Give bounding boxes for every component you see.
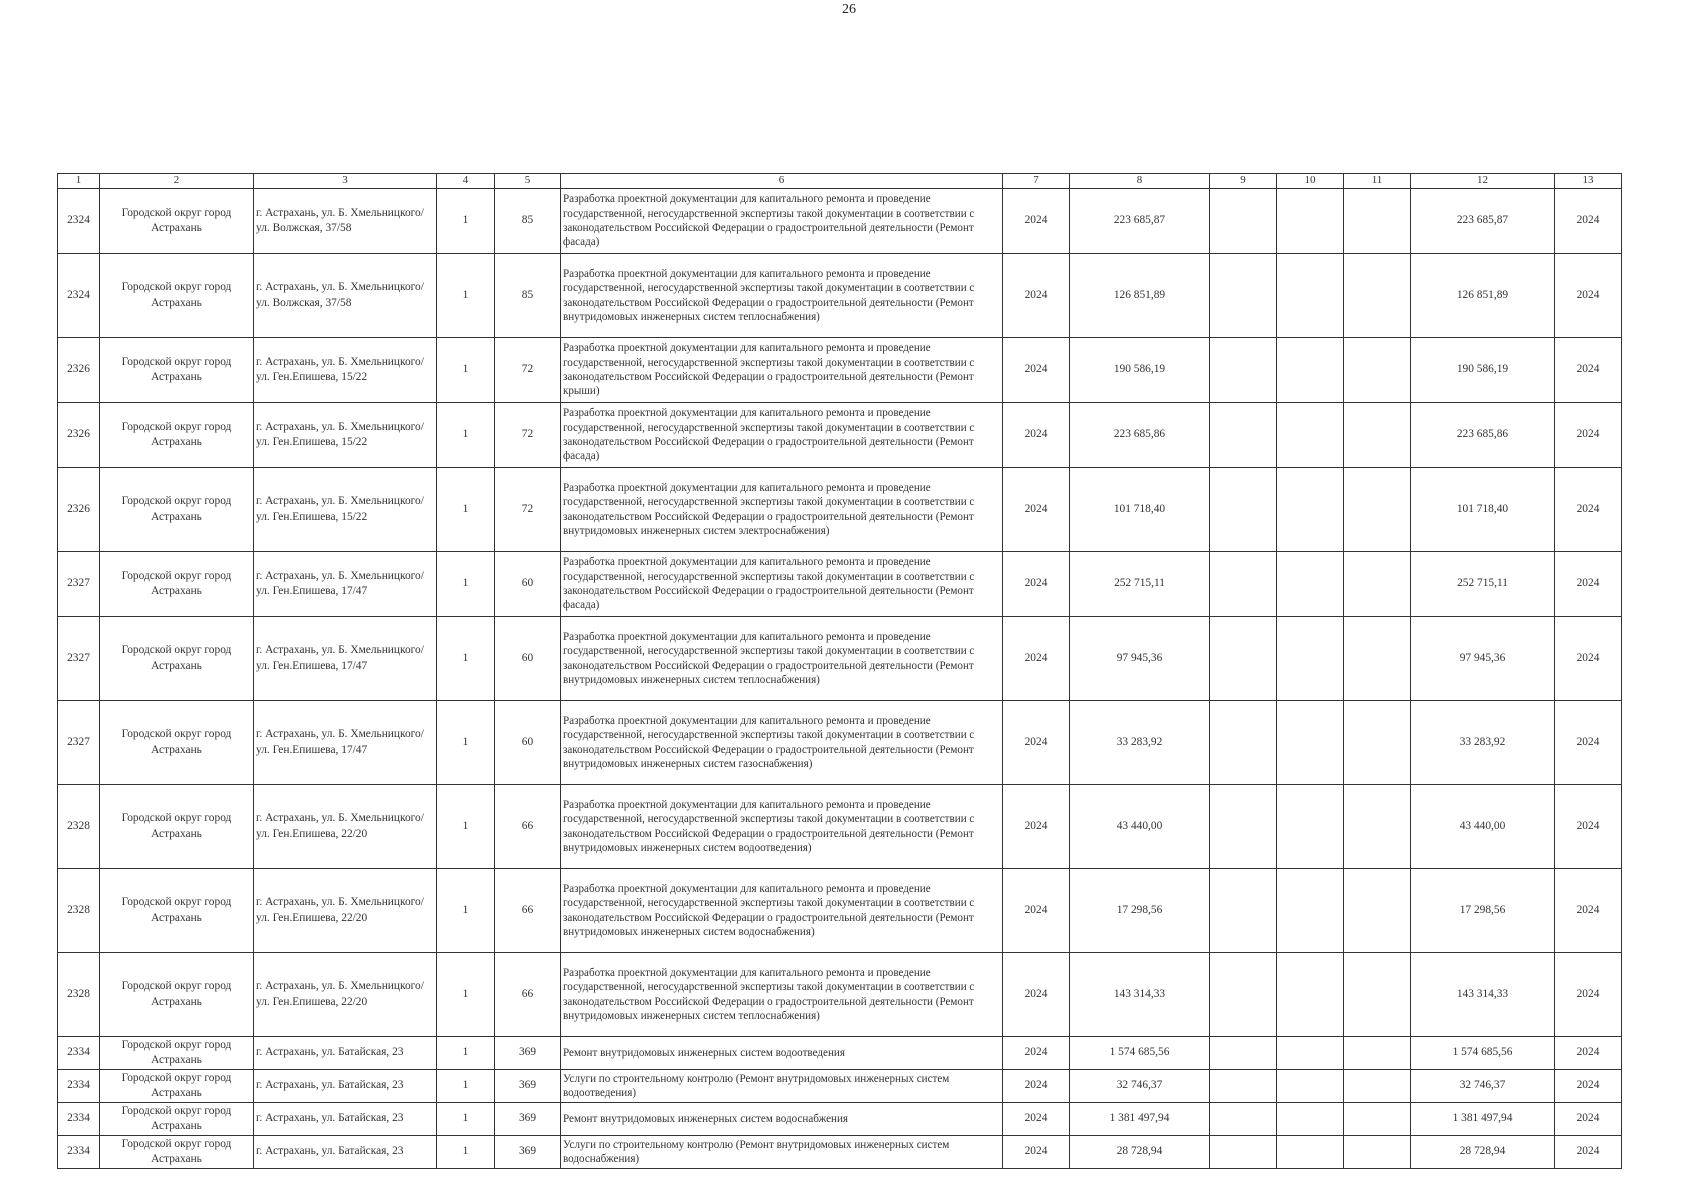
column-4-cell: 1 [437, 338, 495, 403]
column-9-cell [1210, 785, 1277, 869]
year-cell: 2024 [1003, 254, 1070, 338]
column-10-cell [1277, 403, 1344, 468]
municipality-cell: Городской округ город Астрахань [100, 189, 254, 254]
completion-year-cell: 2024 [1555, 552, 1622, 617]
column-5-cell: 60 [495, 552, 561, 617]
address-cell: г. Астрахань, ул. Б. Хмельницкого/ ул. Ген.Епишева, 15/22 [254, 403, 437, 468]
column-10-cell [1277, 1103, 1344, 1136]
work-description-cell: Разработка проектной документации для капитального ремонта и проведение государственной, негосударственной экспертизы такой документации в соответствии с законодательством Российской Федерации о градостроительной деятельности (Ремонт фасада) [561, 552, 1003, 617]
table-row [58, 869, 1622, 953]
amount-cell: 97 945,36 [1070, 617, 1210, 701]
column-header: 12 [1411, 174, 1555, 189]
work-description-cell: Разработка проектной документации для капитального ремонта и проведение государственной, негосударственной экспертизы такой документации в соответствии с законодательством Российской Федерации о градостроительной деятельности (Ремонт внутридомовых инженерных систем газоснабжения) [561, 701, 1003, 785]
amount-cell: 17 298,56 [1070, 869, 1210, 953]
municipality-cell: Городской округ город Астрахань [100, 617, 254, 701]
column-11-cell [1344, 701, 1411, 785]
address-cell: г. Астрахань, ул. Батайская, 23 [254, 1037, 437, 1070]
row-number-cell: 2334 [58, 1070, 100, 1103]
year-cell: 2024 [1003, 403, 1070, 468]
row-number-cell: 2327 [58, 701, 100, 785]
column-11-cell [1344, 617, 1411, 701]
work-description-cell: Услуги по строительному контролю (Ремонт внутридомовых инженерных систем водоснабжения) [561, 1136, 1003, 1169]
column-11-cell [1344, 189, 1411, 254]
column-9-cell [1210, 468, 1277, 552]
amount-cell: 28 728,94 [1070, 1136, 1210, 1169]
address-cell: г. Астрахань, ул. Б. Хмельницкого/ ул. Ген.Епишева, 17/47 [254, 701, 437, 785]
column-11-cell [1344, 468, 1411, 552]
page-number: 26 [842, 2, 856, 17]
column-11-cell [1344, 785, 1411, 869]
column-header: 6 [561, 174, 1003, 189]
column-header: 7 [1003, 174, 1070, 189]
total-amount-cell: 17 298,56 [1411, 869, 1555, 953]
completion-year-cell: 2024 [1555, 403, 1622, 468]
column-9-cell [1210, 1103, 1277, 1136]
row-number-cell: 2327 [58, 552, 100, 617]
column-5-cell: 369 [495, 1103, 561, 1136]
total-amount-cell: 101 718,40 [1411, 468, 1555, 552]
year-cell: 2024 [1003, 468, 1070, 552]
table-row [58, 254, 1622, 338]
completion-year-cell: 2024 [1555, 254, 1622, 338]
municipality-cell: Городской округ город Астрахань [100, 338, 254, 403]
table-row [58, 1136, 1622, 1169]
column-4-cell: 1 [437, 403, 495, 468]
amount-cell: 1 574 685,56 [1070, 1037, 1210, 1070]
column-10-cell [1277, 1136, 1344, 1169]
column-4-cell: 1 [437, 552, 495, 617]
municipality-cell: Городской округ город Астрахань [100, 785, 254, 869]
work-description-cell: Ремонт внутридомовых инженерных систем водоотведения [561, 1037, 1003, 1070]
column-10-cell [1277, 617, 1344, 701]
column-header: 1 [58, 174, 100, 189]
column-11-cell [1344, 1037, 1411, 1070]
year-cell: 2024 [1003, 953, 1070, 1037]
table-row [58, 189, 1622, 254]
amount-cell: 223 685,87 [1070, 189, 1210, 254]
year-cell: 2024 [1003, 869, 1070, 953]
column-4-cell: 1 [437, 953, 495, 1037]
column-header: 4 [437, 174, 495, 189]
table-row [58, 785, 1622, 869]
column-9-cell [1210, 338, 1277, 403]
completion-year-cell: 2024 [1555, 785, 1622, 869]
completion-year-cell: 2024 [1555, 701, 1622, 785]
column-header: 13 [1555, 174, 1622, 189]
amount-cell: 33 283,92 [1070, 701, 1210, 785]
work-description-cell: Ремонт внутридомовых инженерных систем водоснабжения [561, 1103, 1003, 1136]
column-5-cell: 72 [495, 403, 561, 468]
year-cell: 2024 [1003, 785, 1070, 869]
table-row [58, 701, 1622, 785]
municipality-cell: Городской округ город Астрахань [100, 869, 254, 953]
year-cell: 2024 [1003, 617, 1070, 701]
column-5-cell: 66 [495, 953, 561, 1037]
row-number-cell: 2328 [58, 869, 100, 953]
municipality-cell: Городской округ город Астрахань [100, 552, 254, 617]
completion-year-cell: 2024 [1555, 1136, 1622, 1169]
amount-cell: 126 851,89 [1070, 254, 1210, 338]
amount-cell: 32 746,37 [1070, 1070, 1210, 1103]
municipality-cell: Городской округ город Астрахань [100, 1070, 254, 1103]
column-5-cell: 60 [495, 701, 561, 785]
column-9-cell [1210, 189, 1277, 254]
table-row [58, 552, 1622, 617]
column-header: 11 [1344, 174, 1411, 189]
completion-year-cell: 2024 [1555, 468, 1622, 552]
work-description-cell: Разработка проектной документации для капитального ремонта и проведение государственной, негосударственной экспертизы такой документации в соответствии с законодательством Российской Федерации о градостроительной деятельности (Ремонт фасада) [561, 189, 1003, 254]
completion-year-cell: 2024 [1555, 1037, 1622, 1070]
column-5-cell: 60 [495, 617, 561, 701]
column-9-cell [1210, 953, 1277, 1037]
column-9-cell [1210, 1070, 1277, 1103]
column-9-cell [1210, 403, 1277, 468]
column-11-cell [1344, 1070, 1411, 1103]
address-cell: г. Астрахань, ул. Б. Хмельницкого/ ул. Ген.Епишева, 22/20 [254, 953, 437, 1037]
row-number-cell: 2328 [58, 953, 100, 1037]
address-cell: г. Астрахань, ул. Б. Хмельницкого/ ул. Ген.Епишева, 22/20 [254, 785, 437, 869]
total-amount-cell: 33 283,92 [1411, 701, 1555, 785]
column-header: 5 [495, 174, 561, 189]
amount-cell: 190 586,19 [1070, 338, 1210, 403]
column-10-cell [1277, 468, 1344, 552]
year-cell: 2024 [1003, 552, 1070, 617]
completion-year-cell: 2024 [1555, 338, 1622, 403]
column-4-cell: 1 [437, 617, 495, 701]
column-11-cell [1344, 403, 1411, 468]
municipality-cell: Городской округ город Астрахань [100, 1103, 254, 1136]
total-amount-cell: 32 746,37 [1411, 1070, 1555, 1103]
address-cell: г. Астрахань, ул. Б. Хмельницкого/ ул. Ген.Епишева, 15/22 [254, 338, 437, 403]
year-cell: 2024 [1003, 189, 1070, 254]
column-header: 3 [254, 174, 437, 189]
column-11-cell [1344, 1136, 1411, 1169]
table-row [58, 1103, 1622, 1136]
completion-year-cell: 2024 [1555, 189, 1622, 254]
table-row [58, 953, 1622, 1037]
total-amount-cell: 97 945,36 [1411, 617, 1555, 701]
municipality-cell: Городской округ город Астрахань [100, 953, 254, 1037]
column-10-cell [1277, 1070, 1344, 1103]
completion-year-cell: 2024 [1555, 1070, 1622, 1103]
address-cell: г. Астрахань, ул. Батайская, 23 [254, 1103, 437, 1136]
column-11-cell [1344, 338, 1411, 403]
table-row [58, 1070, 1622, 1103]
completion-year-cell: 2024 [1555, 617, 1622, 701]
row-number-cell: 2326 [58, 468, 100, 552]
municipality-cell: Городской округ город Астрахань [100, 468, 254, 552]
column-9-cell [1210, 254, 1277, 338]
column-4-cell: 1 [437, 1136, 495, 1169]
column-11-cell [1344, 869, 1411, 953]
amount-cell: 252 715,11 [1070, 552, 1210, 617]
amount-cell: 143 314,33 [1070, 953, 1210, 1037]
municipality-cell: Городской округ город Астрахань [100, 1037, 254, 1070]
year-cell: 2024 [1003, 1103, 1070, 1136]
row-number-cell: 2334 [58, 1037, 100, 1070]
row-number-cell: 2334 [58, 1136, 100, 1169]
column-header: 8 [1070, 174, 1210, 189]
column-9-cell [1210, 552, 1277, 617]
table-row [58, 338, 1622, 403]
column-4-cell: 1 [437, 701, 495, 785]
column-4-cell: 1 [437, 468, 495, 552]
column-10-cell [1277, 254, 1344, 338]
row-number-cell: 2326 [58, 338, 100, 403]
amount-cell: 1 381 497,94 [1070, 1103, 1210, 1136]
row-number-cell: 2324 [58, 254, 100, 338]
column-5-cell: 369 [495, 1037, 561, 1070]
address-cell: г. Астрахань, ул. Б. Хмельницкого/ ул. Ген.Епишева, 17/47 [254, 552, 437, 617]
column-4-cell: 1 [437, 1103, 495, 1136]
column-4-cell: 1 [437, 1070, 495, 1103]
column-header: 2 [100, 174, 254, 189]
work-description-cell: Разработка проектной документации для капитального ремонта и проведение государственной, негосударственной экспертизы такой документации в соответствии с законодательством Российской Федерации о градостроительной деятельности (Ремонт внутридомовых инженерных систем водоснабжения) [561, 869, 1003, 953]
municipality-cell: Городской округ город Астрахань [100, 403, 254, 468]
column-11-cell [1344, 254, 1411, 338]
column-10-cell [1277, 869, 1344, 953]
column-5-cell: 66 [495, 785, 561, 869]
address-cell: г. Астрахань, ул. Б. Хмельницкого/ ул. Волжская, 37/58 [254, 189, 437, 254]
address-cell: г. Астрахань, ул. Б. Хмельницкого/ ул. Ген.Епишева, 17/47 [254, 617, 437, 701]
total-amount-cell: 1 381 497,94 [1411, 1103, 1555, 1136]
column-11-cell [1344, 1103, 1411, 1136]
work-description-cell: Разработка проектной документации для капитального ремонта и проведение государственной, негосударственной экспертизы такой документации в соответствии с законодательством Российской Федерации о градостроительной деятельности (Ремонт внутридомовых инженерных систем теплоснабжения) [561, 254, 1003, 338]
column-5-cell: 369 [495, 1070, 561, 1103]
column-11-cell [1344, 953, 1411, 1037]
work-description-cell: Разработка проектной документации для капитального ремонта и проведение государственной, негосударственной экспертизы такой документации в соответствии с законодательством Российской Федерации о градостроительной деятельности (Ремонт внутридомовых инженерных систем теплоснабжения) [561, 617, 1003, 701]
column-9-cell [1210, 1037, 1277, 1070]
total-amount-cell: 143 314,33 [1411, 953, 1555, 1037]
address-cell: г. Астрахань, ул. Б. Хмельницкого/ ул. Ген.Епишева, 15/22 [254, 468, 437, 552]
total-amount-cell: 252 715,11 [1411, 552, 1555, 617]
column-9-cell [1210, 701, 1277, 785]
total-amount-cell: 126 851,89 [1411, 254, 1555, 338]
column-9-cell [1210, 1136, 1277, 1169]
column-header: 9 [1210, 174, 1277, 189]
address-cell: г. Астрахань, ул. Батайская, 23 [254, 1070, 437, 1103]
year-cell: 2024 [1003, 1070, 1070, 1103]
header-row [58, 174, 1622, 189]
row-number-cell: 2324 [58, 189, 100, 254]
address-cell: г. Астрахань, ул. Б. Хмельницкого/ ул. Волжская, 37/58 [254, 254, 437, 338]
table-row [58, 1037, 1622, 1070]
column-4-cell: 1 [437, 785, 495, 869]
works-table [57, 173, 1622, 1169]
row-number-cell: 2327 [58, 617, 100, 701]
work-description-cell: Разработка проектной документации для капитального ремонта и проведение государственной, негосударственной экспертизы такой документации в соответствии с законодательством Российской Федерации о градостроительной деятельности (Ремонт крыши) [561, 338, 1003, 403]
completion-year-cell: 2024 [1555, 869, 1622, 953]
completion-year-cell: 2024 [1555, 1103, 1622, 1136]
year-cell: 2024 [1003, 1037, 1070, 1070]
column-4-cell: 1 [437, 189, 495, 254]
table-row [58, 468, 1622, 552]
column-9-cell [1210, 869, 1277, 953]
municipality-cell: Городской округ город Астрахань [100, 701, 254, 785]
column-4-cell: 1 [437, 869, 495, 953]
column-10-cell [1277, 552, 1344, 617]
address-cell: г. Астрахань, ул. Б. Хмельницкого/ ул. Ген.Епишева, 22/20 [254, 869, 437, 953]
amount-cell: 101 718,40 [1070, 468, 1210, 552]
completion-year-cell: 2024 [1555, 953, 1622, 1037]
column-10-cell [1277, 785, 1344, 869]
amount-cell: 43 440,00 [1070, 785, 1210, 869]
work-description-cell: Разработка проектной документации для капитального ремонта и проведение государственной, негосударственной экспертизы такой документации в соответствии с законодательством Российской Федерации о градостроительной деятельности (Ремонт фасада) [561, 403, 1003, 468]
table-row [58, 403, 1622, 468]
work-description-cell: Услуги по строительному контролю (Ремонт внутридомовых инженерных систем водоотведения) [561, 1070, 1003, 1103]
total-amount-cell: 190 586,19 [1411, 338, 1555, 403]
work-description-cell: Разработка проектной документации для капитального ремонта и проведение государственной, негосударственной экспертизы такой документации в соответствии с законодательством Российской Федерации о градостроительной деятельности (Ремонт внутридомовых инженерных систем теплоснабжения) [561, 953, 1003, 1037]
total-amount-cell: 223 685,87 [1411, 189, 1555, 254]
column-10-cell [1277, 953, 1344, 1037]
year-cell: 2024 [1003, 1136, 1070, 1169]
total-amount-cell: 28 728,94 [1411, 1136, 1555, 1169]
year-cell: 2024 [1003, 338, 1070, 403]
column-9-cell [1210, 617, 1277, 701]
column-11-cell [1344, 552, 1411, 617]
row-number-cell: 2334 [58, 1103, 100, 1136]
row-number-cell: 2326 [58, 403, 100, 468]
column-5-cell: 66 [495, 869, 561, 953]
year-cell: 2024 [1003, 701, 1070, 785]
work-description-cell: Разработка проектной документации для капитального ремонта и проведение государственной, негосударственной экспертизы такой документации в соответствии с законодательством Российской Федерации о градостроительной деятельности (Ремонт внутридомовых инженерных систем электроснабжения) [561, 468, 1003, 552]
row-number-cell: 2328 [58, 785, 100, 869]
total-amount-cell: 1 574 685,56 [1411, 1037, 1555, 1070]
column-5-cell: 369 [495, 1136, 561, 1169]
work-description-cell: Разработка проектной документации для капитального ремонта и проведение государственной, негосударственной экспертизы такой документации в соответствии с законодательством Российской Федерации о градостроительной деятельности (Ремонт внутридомовых инженерных систем водоотведения) [561, 785, 1003, 869]
column-5-cell: 72 [495, 338, 561, 403]
column-5-cell: 85 [495, 189, 561, 254]
total-amount-cell: 43 440,00 [1411, 785, 1555, 869]
municipality-cell: Городской округ город Астрахань [100, 254, 254, 338]
column-header: 10 [1277, 174, 1344, 189]
column-5-cell: 85 [495, 254, 561, 338]
total-amount-cell: 223 685,86 [1411, 403, 1555, 468]
amount-cell: 223 685,86 [1070, 403, 1210, 468]
column-4-cell: 1 [437, 1037, 495, 1070]
table-row [58, 617, 1622, 701]
column-4-cell: 1 [437, 254, 495, 338]
municipality-cell: Городской округ город Астрахань [100, 1136, 254, 1169]
column-5-cell: 72 [495, 468, 561, 552]
column-10-cell [1277, 1037, 1344, 1070]
column-10-cell [1277, 338, 1344, 403]
address-cell: г. Астрахань, ул. Батайская, 23 [254, 1136, 437, 1169]
column-10-cell [1277, 701, 1344, 785]
column-10-cell [1277, 189, 1344, 254]
